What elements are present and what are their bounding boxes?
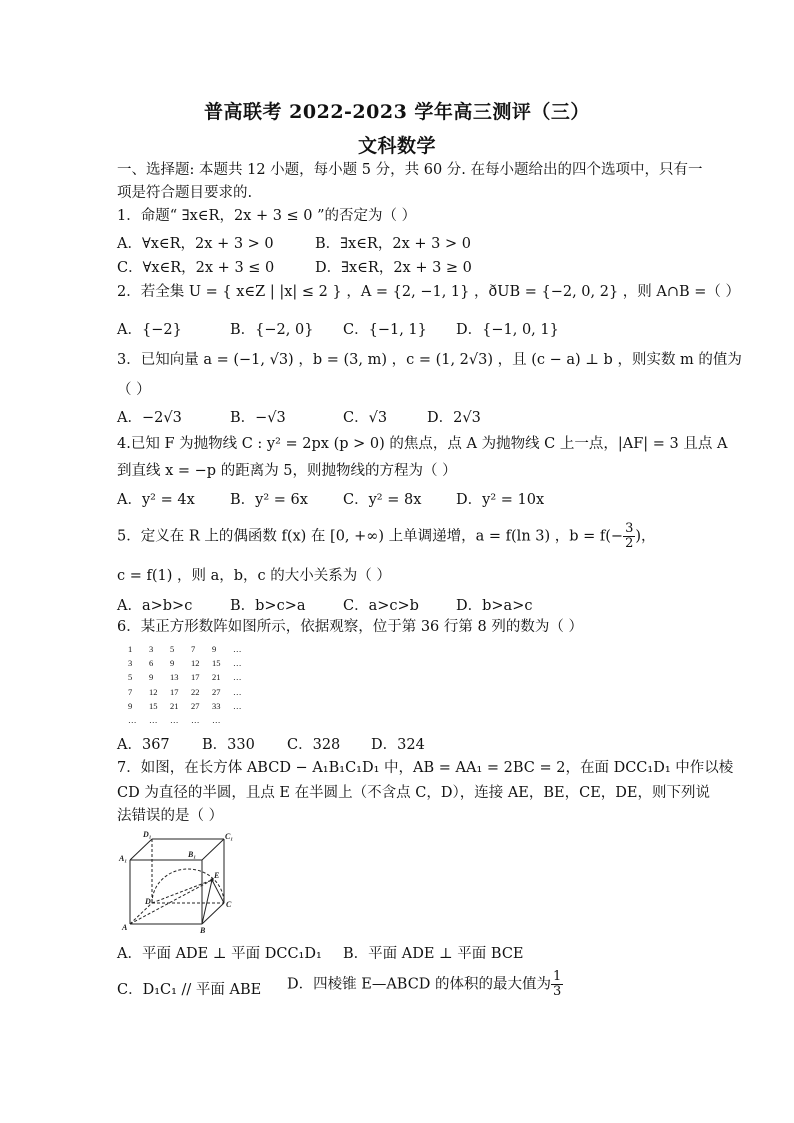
matrix-cell: 1: [128, 644, 133, 654]
number-matrix: [128, 642, 254, 727]
matrix-cell: 7: [191, 644, 196, 654]
matrix-cell: …: [128, 715, 137, 726]
matrix-cell: …: [233, 686, 242, 697]
q7-option-a: A．平面 ADE ⊥ 平面 DCC₁D₁: [117, 946, 322, 962]
segment-ae: [130, 880, 212, 924]
matrix-cell: 3: [149, 644, 154, 654]
q2-option-c: C．{−1, 1}: [343, 322, 427, 338]
label-e: E: [214, 871, 220, 880]
matrix-cell: 12: [149, 686, 158, 697]
matrix-cell: 15: [212, 658, 221, 669]
matrix-cell: 5: [128, 672, 133, 683]
q4-option-a: A．y² = 4x: [117, 492, 195, 508]
q6-option-b: B．330: [202, 737, 255, 753]
q6-option-a: A．367: [117, 737, 170, 753]
q5-stem-text: 5．定义在 R 上的偶函数 f(x) 在 [0, +∞) 上单调递增，a = f(ln 3) ，b = f(−: [117, 528, 624, 545]
q1-option-d: D．∃x∈R，2x + 3 ≥ 0: [315, 260, 472, 276]
matrix-cell: [233, 713, 254, 727]
matrix-cell: 12: [191, 658, 200, 669]
label-d: D: [145, 897, 151, 906]
matrix-cell: 3: [128, 658, 133, 669]
matrix-cell: …: [233, 700, 242, 711]
matrix-cell: 22: [191, 686, 200, 697]
q3-option-c: C．√3: [343, 410, 388, 426]
q4-stem-line2: 到直线 x = −p 的距离为 5，则抛物线的方程为（ ）: [117, 463, 457, 479]
matrix-row: [128, 656, 254, 670]
matrix-cell: 9: [212, 644, 217, 654]
q3-option-b: B．−√3: [230, 410, 286, 426]
q4-option-d: D．y² = 10x: [456, 492, 545, 508]
page-subtitle: 文科数学: [357, 135, 436, 157]
q2-option-d: D．{−1, 0, 1}: [456, 322, 559, 338]
q6-option-d: D．324: [371, 737, 425, 753]
q6-option-c: C．328: [287, 737, 341, 753]
edge-bc: [202, 903, 224, 924]
number-matrix-table: [128, 642, 254, 727]
edge-d1a1: [130, 839, 152, 860]
segment-be: [202, 880, 212, 924]
matrix-row: [128, 713, 254, 727]
matrix-cell: 9: [128, 700, 133, 711]
q4-stem-line1: 4.已知 F 为抛物线 C : y² = 2px (p > 0) 的焦点，点 A 为抛物线 C 上一点，|AF| = 3 且点 A: [117, 436, 728, 452]
matrix-cell: 27: [212, 686, 221, 697]
q7-option-d-text: D．四棱锥 E—ABCD 的体积的最大值为: [287, 976, 552, 993]
matrix-cell: 5: [170, 644, 175, 654]
matrix-row: [128, 670, 254, 684]
q7-option-c: C．D₁C₁ // 平面 ABE: [117, 982, 262, 998]
label-a1: A₁: [119, 854, 128, 863]
cuboid-figure: [116, 828, 236, 934]
q6-stem: 6．某正方形数阵如图所示，依据观察，位于第 36 行第 8 列的数为（ ）: [117, 619, 583, 635]
matrix-cell: 21: [212, 672, 221, 683]
q5-fraction: [623, 522, 635, 551]
segment-ce: [212, 880, 224, 903]
q1-stem: 1．命题“ ∃x∈R，2x + 3 ≤ 0 ”的否定为（ ）: [117, 208, 417, 224]
q7-option-d-denominator: 3: [553, 984, 562, 999]
q5-option-a: A．a>b>c: [117, 598, 193, 614]
matrix-cell: …: [149, 715, 158, 726]
matrix-cell: …: [233, 672, 242, 683]
matrix-cell: 33: [212, 700, 221, 711]
label-b1: B₁: [188, 850, 197, 859]
q5-stem-end: )，: [635, 528, 656, 545]
q1-option-a: A．∀x∈R，2x + 3 > 0: [117, 236, 274, 252]
label-c: C: [226, 900, 232, 909]
q3-stem: 3．已知向量 a = (−1, √3) ，b = (3, m) ，c = (1, 2√3) ，且 (c − a) ⊥ b ，则实数 m 的值为: [117, 352, 742, 368]
label-d1: D₁: [143, 830, 152, 839]
matrix-row: [128, 642, 254, 656]
q5-fraction-denominator: 2: [625, 536, 634, 551]
matrix-cell: 13: [170, 672, 179, 683]
q5-stem-line1: [117, 522, 656, 551]
q7-stem-line1: 7．如图，在长方体 ABCD − A₁B₁C₁D₁ 中，AB = AA₁ = 2BC = 2，在面 DCC₁D₁ 中作以棱: [117, 760, 734, 776]
matrix-cell: …: [233, 644, 242, 654]
label-a: A: [122, 923, 128, 932]
matrix-cell: 17: [170, 686, 179, 697]
q2-option-b: B．{−2, 0}: [230, 322, 314, 338]
section-instruction-line2: 项是符合题目要求的.: [117, 185, 253, 201]
matrix-cell: 21: [170, 700, 179, 711]
matrix-cell: 17: [191, 672, 200, 683]
q2-option-a: A．{−2}: [117, 322, 182, 338]
label-c1: C₁: [225, 832, 234, 841]
matrix-cell: …: [170, 715, 179, 726]
q7-option-d: [287, 970, 563, 999]
matrix-cell: 7: [128, 686, 133, 697]
matrix-cell: 9: [170, 658, 175, 669]
matrix-cell: …: [233, 658, 242, 669]
matrix-cell: 15: [149, 700, 158, 711]
matrix-row: [128, 685, 254, 699]
q1-option-b: B．∃x∈R，2x + 3 > 0: [315, 236, 471, 252]
q5-fraction-numerator: 3: [625, 521, 634, 536]
segment-de: [152, 880, 212, 903]
section-instruction-line1: 一、选择题: 本题共 12 小题，每小题 5 分，共 60 分. 在每小题给出的四个选项中，只有一: [117, 162, 703, 178]
matrix-cell: …: [212, 715, 221, 726]
matrix-cell: …: [191, 715, 200, 726]
q4-option-c: C．y² = 8x: [343, 492, 422, 508]
q7-stem-line3: 法错误的是（ ）: [117, 808, 224, 824]
q5-option-b: B．b>c>a: [230, 598, 306, 614]
matrix-cell: 27: [191, 700, 200, 711]
q5-stem-line2: c = f(1) ，则 a，b，c 的大小关系为（ ）: [117, 568, 391, 584]
q3-option-a: A．−2√3: [117, 410, 182, 426]
q3-option-d: D．2√3: [427, 410, 481, 426]
q7-option-d-fraction: [551, 970, 563, 999]
q7-stem-line2: CD 为直径的半圆，且点 E 在半圆上（不含点 C，D），连接 AE，BE，CE，DE，则下列说: [117, 785, 711, 801]
page-title: 普高联考 2022-2023 学年高三测评（三）: [204, 101, 590, 123]
matrix-cell: 6: [149, 658, 154, 669]
q1-option-c: C．∀x∈R，2x + 3 ≤ 0: [117, 260, 275, 276]
q2-stem: 2．若全集 U = { x∈Z | |x| ≤ 2 } ，A = {2, −1, 1} ，ðUB = {−2, 0, 2} ，则 A∩B =（ ）: [117, 284, 741, 300]
q5-option-c: C．a>c>b: [343, 598, 419, 614]
q7-option-b: B．平面 ADE ⊥ 平面 BCE: [343, 946, 524, 962]
q5-option-d: D．b>a>c: [456, 598, 533, 614]
edge-c1b1: [202, 839, 224, 860]
matrix-cell: 9: [149, 672, 154, 683]
q7-option-d-numerator: 1: [553, 969, 562, 984]
label-b: B: [200, 926, 206, 934]
q3-paren: （ ）: [117, 382, 151, 398]
q4-option-b: B．y² = 6x: [230, 492, 308, 508]
matrix-row: [128, 699, 254, 713]
